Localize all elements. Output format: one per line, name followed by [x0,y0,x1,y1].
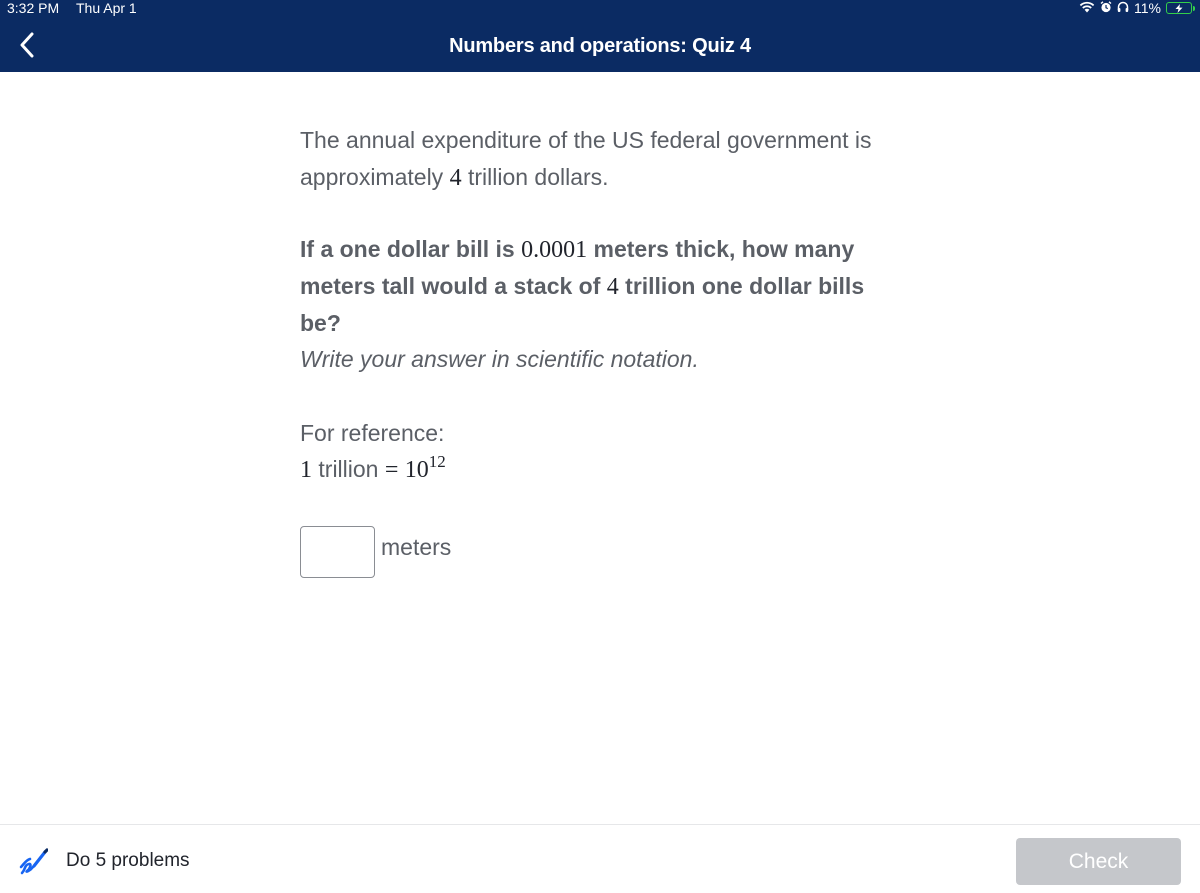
top-bar [0,0,1200,72]
reference-base: 10 [404,457,429,483]
problem-intro [300,122,900,197]
question-part-3: trillion one dollar bills be? [300,273,865,336]
intro-text-start: The annual expenditure of the US federal government is approximately [300,127,872,190]
status-icons [1079,0,1192,16]
reference-equals: = [384,457,399,483]
status-date: Thu Apr 1 [76,0,137,16]
reference-one: 1 [300,457,312,483]
page-title: Numbers and operations: Quiz 4 [449,35,751,57]
alarm-icon [1100,0,1112,16]
question-part-2: meters thick, how many meters tall would a stack of [300,236,855,299]
reference-word: trillion [312,456,385,482]
footer-bar [0,824,1200,893]
intro-number: 4 [449,165,462,191]
reference-exponent: 12 [428,452,446,471]
answer-unit: meters [381,534,452,560]
status-time: 3:32 PM [7,0,60,16]
answer-input[interactable] [300,526,375,578]
question-text [300,231,900,341]
problem-content [300,122,900,488]
task-label: Do 5 problems [66,850,190,871]
pencil-scribble-icon [18,847,48,877]
answer-row [300,526,451,578]
headphones-icon [1117,0,1129,16]
intro-text-end: trillion dollars. [461,164,609,190]
reference-label: For reference: [300,420,445,446]
check-button[interactable]: Check [1016,838,1181,885]
wifi-icon [1079,0,1095,16]
question-part-1: If a one dollar bill is [300,236,522,262]
battery-percent: 11% [1134,0,1161,16]
battery-charging-icon [1166,2,1192,14]
question-thickness: 0.0001 [521,237,588,263]
reference-equation [300,451,900,488]
answer-instruction: Write your answer in scientific notation. [300,346,699,372]
question-count: 4 [606,274,619,300]
